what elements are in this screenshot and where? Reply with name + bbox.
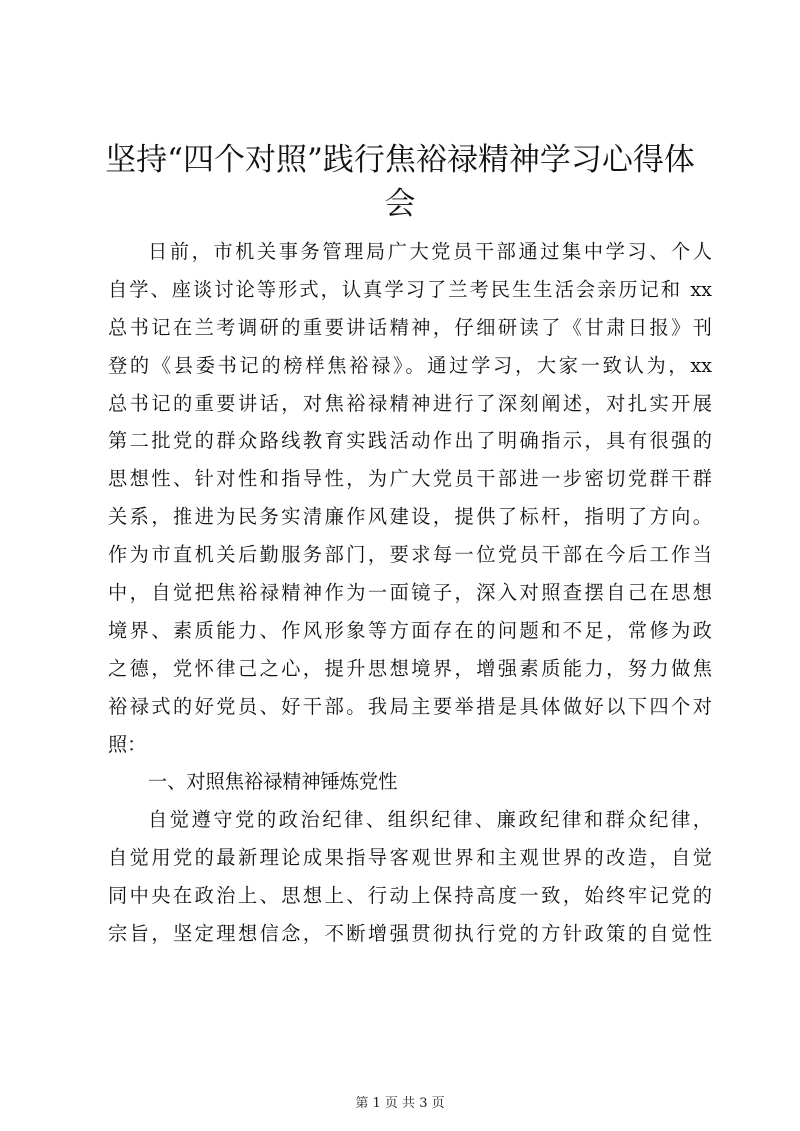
- text-line: 关系，推进为民务实清廉作风建设，提供了标杆，指明了方向。: [108, 505, 712, 529]
- text-line: 自学、座谈讨论等形式，认真学习了兰考民生生活会亲历记和 xx: [108, 277, 712, 301]
- text-line: 裕禄式的好党员、好干部。我局主要举措是具体做好以下四个对: [108, 694, 712, 718]
- text-line: 第二批党的群众路线教育实践活动作出了明确指示，具有很强的: [108, 429, 712, 453]
- text-line: 境界、素质能力、作风形象等方面存在的问题和不足，常修为政: [108, 618, 712, 642]
- text-line: 总书记在兰考调研的重要讲话精神，仔细研读了《甘肃日报》刊: [108, 315, 712, 339]
- document-body: [108, 233, 712, 953]
- page-footer: 第 1 页 共 3 页: [355, 1096, 445, 1111]
- document-title: [100, 138, 700, 226]
- text-line: 作为市直机关后勤服务部门，要求每一位党员干部在今后工作当: [108, 543, 712, 567]
- section-heading-text: 一、对照焦裕禄精神锤炼党性: [148, 770, 398, 794]
- text-line: 照：: [108, 732, 147, 756]
- paragraph-intro: [108, 233, 712, 763]
- text-line: 同中央在政治上、思想上、行动上保持高度一致，始终牢记党的: [108, 884, 712, 908]
- text-line: 中，自觉把焦裕禄精神作为一面镜子，深入对照查摆自己在思想: [108, 581, 712, 605]
- text-line: 自觉遵守党的政治纪律、组织纪律、廉政纪律和群众纪律，: [148, 808, 712, 832]
- title-line-1: 坚持“四个对照”践行焦裕禄精神学习心得体: [105, 142, 695, 178]
- section-heading-1: [108, 763, 712, 801]
- paragraph-section-1: [108, 801, 712, 953]
- text-line: 宗旨，坚定理想信念，不断增强贯彻执行党的方针政策的自觉性: [108, 922, 712, 946]
- text-line: 登的《县委书记的榜样焦裕禄》。通过学习，大家一致认为，xx: [108, 353, 712, 377]
- text-line: 总书记的重要讲话，对焦裕禄精神进行了深刻阐述，对扎实开展: [108, 391, 712, 415]
- text-line: 日前，市机关事务管理局广大党员干部通过集中学习、个人: [148, 240, 712, 263]
- text-line: 自觉用党的最新理论成果指导客观世界和主观世界的改造，自觉: [108, 846, 712, 870]
- text-line: 之德，党怀律己之心，提升思想境界，增强素质能力，努力做焦: [108, 656, 712, 680]
- title-line-2: 会: [384, 186, 416, 222]
- text-line: 思想性、针对性和指导性，为广大党员干部进一步密切党群干群: [108, 467, 712, 491]
